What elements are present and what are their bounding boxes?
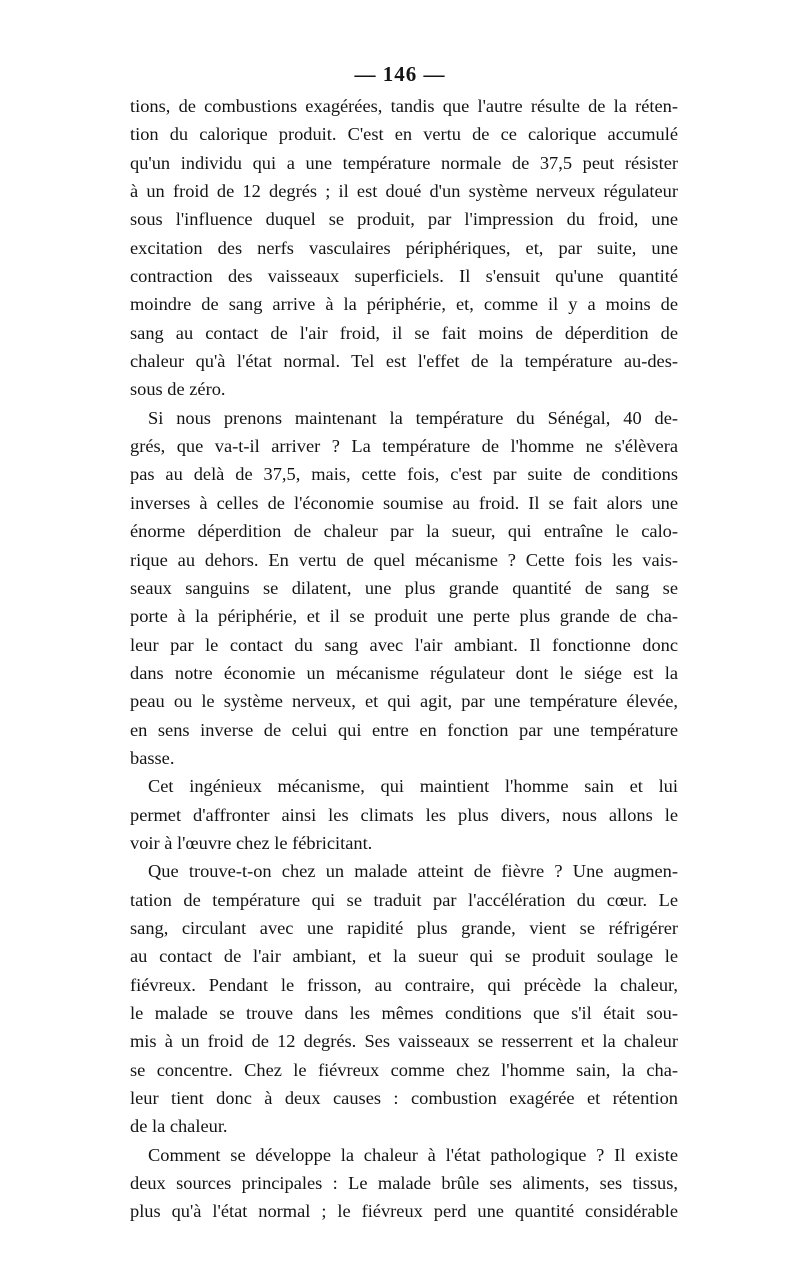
text-line: peau ou le système nerveux, et qui agit, par une température élevée, (130, 691, 678, 712)
text-line: plus qu'à l'état normal ; le fiévreux perd une quantité considérable (130, 1201, 678, 1222)
text-line: voir à l'œuvre chez le fébricitant. (130, 832, 373, 853)
text-line: Que trouve-t-on chez un malade atteint de fièvre ? Une augmen- (148, 861, 678, 882)
text-line: pas au delà de 37,5, mais, cette fois, c'est par suite de conditions (130, 464, 678, 485)
text-line: basse. (130, 747, 175, 768)
text-line: leur par le contact du sang avec l'air ambiant. Il fonctionne donc (130, 634, 678, 655)
text-line: sous l'influence duquel se produit, par l'impression du froid, une (130, 209, 678, 230)
text-line: le malade se trouve dans les mêmes conditions que s'il était sou- (130, 1003, 678, 1023)
text-line: tions, de combustions exagérées, tandis que l'autre résulte de la réten- (130, 96, 678, 116)
text-line: Si nous prenons maintenant la température du Sénégal, 40 de- (148, 407, 678, 428)
text-line: qu'un individu qui a une température normale de 37,5 peut résister (130, 152, 678, 173)
text-line: chaleur qu'à l'état normal. Tel est l'effet de la température au-des- (130, 351, 678, 372)
text-line: mis à un froid de 12 degrés. Ses vaisseaux se resserrent et la chaleur (130, 1031, 678, 1052)
text-line: porte à la périphérie, et il se produit une perte plus grande de cha- (130, 606, 678, 627)
text-line: dans notre économie un mécanisme régulateur dont le siége est la (130, 662, 678, 683)
text-line: tion du calorique produit. C'est en vertu de ce calorique accumulé (130, 124, 678, 145)
text-line: permet d'affronter ainsi les climats les plus divers, nous allons le (130, 804, 678, 825)
text-line: de la chaleur. (130, 1116, 228, 1137)
text-line: grés, que va-t-il arriver ? La température de l'homme ne s'élèvera (130, 436, 678, 457)
text-line: excitation des nerfs vasculaires périphériques, et, par suite, une (130, 237, 678, 258)
text-line: Comment se développe la chaleur à l'état pathologique ? Il existe (148, 1144, 678, 1165)
text-line: leur tient donc à deux causes : combustion exagérée et rétention (130, 1088, 678, 1109)
text-line: sous de zéro. (130, 379, 226, 400)
text-line: énorme déperdition de chaleur par la sueur, qui entraîne le calo- (130, 521, 678, 542)
text-line: inverses à celles de l'économie soumise au froid. Il se fait alors une (130, 492, 678, 513)
text-line: seaux sanguins se dilatent, une plus grande quantité de sang se (130, 577, 678, 598)
text-line: contraction des vaisseaux superficiels. Il s'ensuit qu'une quantité (130, 266, 678, 287)
text-line: fiévreux. Pendant le frisson, au contraire, qui précède la chaleur, (130, 974, 678, 995)
text-line: se concentre. Chez le fiévreux comme chez l'homme sain, la cha- (130, 1059, 678, 1080)
text-line: sang, circulant avec une rapidité plus grande, vient se réfrigérer (130, 917, 678, 938)
text-line: à un froid de 12 degrés ; il est doué d'un système nerveux régulateur (130, 181, 678, 202)
text-line: sang au contact de l'air froid, il se fait moins de déperdition de (130, 322, 678, 343)
page-number: — 146 — (354, 62, 446, 86)
text-line: au contact de l'air ambiant, et la sueur qui se produit soulage le (130, 946, 678, 967)
text-line: moindre de sang arrive à la périphérie, et, comme il y a moins de (130, 294, 678, 315)
text-line: Cet ingénieux mécanisme, qui maintient l'homme sain et lui (148, 776, 678, 797)
text-line: deux sources principales : Le malade brûle ses aliments, ses tissus, (130, 1173, 678, 1194)
text-line: tation de température qui se traduit par l'accélération du cœur. Le (130, 889, 678, 910)
text-line: en sens inverse de celui qui entre en fonction par une température (130, 719, 678, 740)
text-line: rique au dehors. En vertu de quel mécanisme ? Cette fois les vais- (130, 549, 678, 570)
body-text (130, 92, 678, 1226)
